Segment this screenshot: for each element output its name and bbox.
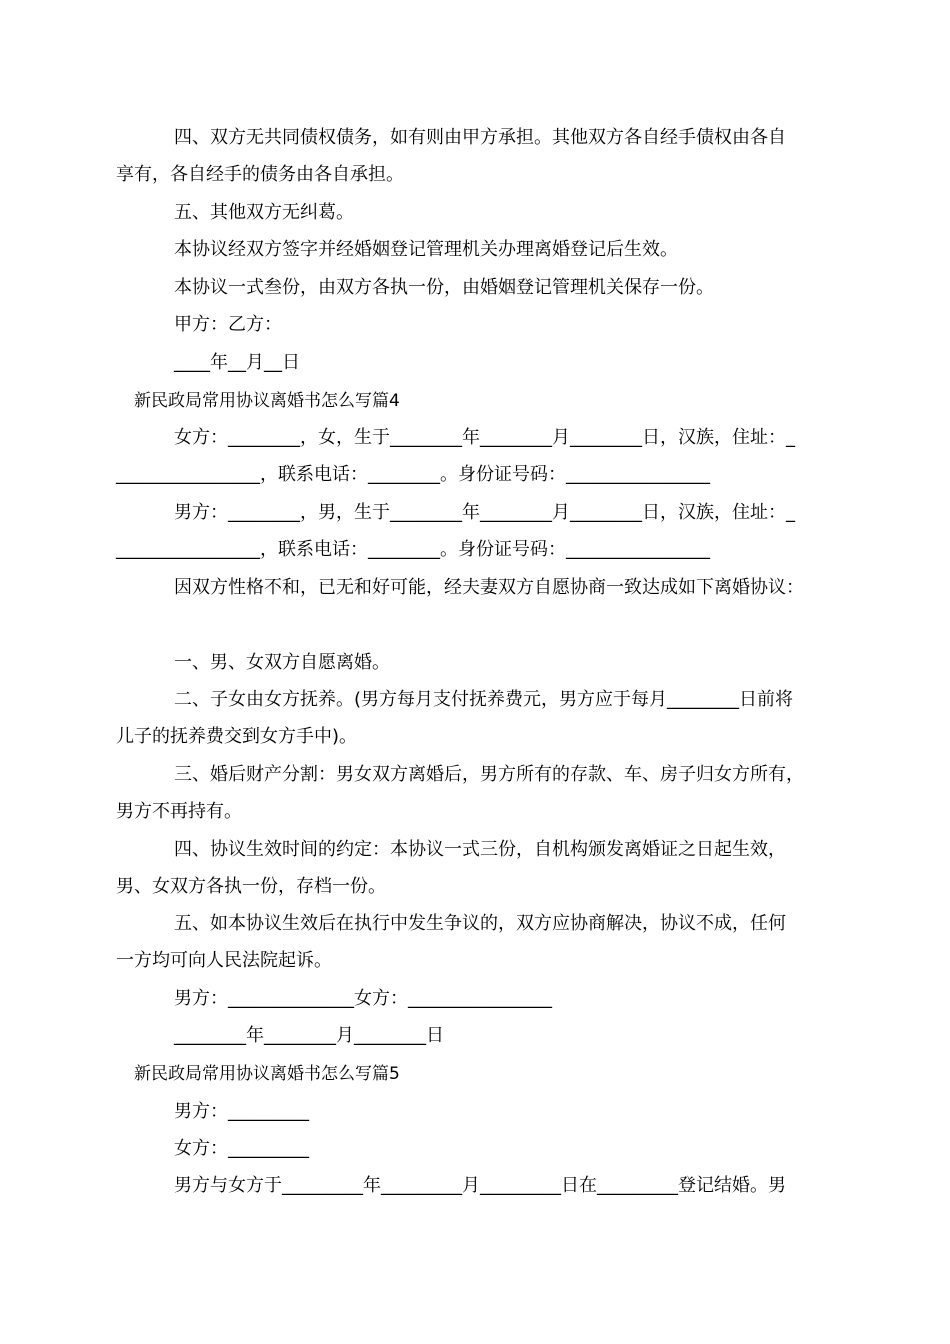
clause-5: 五、如本协议生效后在执行中发生争议的，双方应协商解决，协议不成，任何	[174, 913, 786, 934]
section-title-5: 新民政局常用协议离婚书怎么写篇5	[134, 1064, 400, 1084]
clause-2-cont: 儿子的抚养费交到女方手中)。	[116, 726, 358, 747]
paragraph-effective: 本协议经双方签字并经婚姻登记管理机关办理离婚登记后生效。	[174, 239, 678, 260]
signature-date: ____年__月__日	[174, 352, 300, 373]
male-party-blank: 男方：_________	[174, 1101, 309, 1122]
male-party-info-cont: ________________，联系电话：________。身份证号码：________________	[116, 539, 710, 560]
clause-2: 二、子女由女方抚养。(男方每月支付抚养费元，男方应于每月________日前将	[174, 689, 794, 710]
clause-1: 一、男、女双方自愿离婚。	[174, 652, 390, 673]
section-title-4: 新民政局常用协议离婚书怎么写篇4	[134, 391, 400, 411]
paragraph-debt-clause-cont: 享有，各自经手的债务由各自承担。	[116, 164, 404, 185]
paragraph-copies: 本协议一式叁份，由双方各执一份，由婚姻登记管理机关保存一份。	[174, 277, 714, 298]
paragraph-debt-clause: 四、双方无共同债权债务，如有则由甲方承担。其他双方各自经手债权由各自	[174, 127, 786, 148]
female-party-info: 女方：________，女，生于________年________月________日，汉族，住址：_	[174, 427, 795, 448]
clause-3-cont: 男方不再持有。	[116, 801, 242, 822]
signature-male-female: 男方：______________女方：________________	[174, 988, 552, 1009]
clause-5-cont: 一方均可向人民法院起诉。	[116, 950, 332, 971]
clause-3: 三、婚后财产分割：男女双方离婚后，男方所有的存款、车、房子归女方所有，	[174, 764, 804, 785]
clause-4-cont: 男、女双方各执一份，存档一份。	[116, 876, 386, 897]
male-party-info: 男方：________，男，生于________年________月________日，汉族，住址：_	[174, 502, 795, 523]
female-party-info-cont: ________________，联系电话：________。身份证号码：________________	[116, 464, 710, 485]
signature-date-4: ________年________月________日	[174, 1025, 444, 1046]
paragraph-no-disputes: 五、其他双方无纠葛。	[174, 202, 354, 223]
clause-4: 四、协议生效时间的约定：本协议一式三份，自机构颁发离婚证之日起生效，	[174, 839, 786, 860]
signature-parties: 甲方：乙方：	[174, 314, 282, 335]
marriage-registration: 男方与女方于_________年_________月_________日在_________登记结婚。男	[174, 1175, 786, 1196]
female-party-blank: 女方：_________	[174, 1138, 309, 1159]
agreement-intro: 因双方性格不和，已无和好可能，经夫妻双方自愿协商一致达成如下离婚协议：	[174, 577, 804, 598]
